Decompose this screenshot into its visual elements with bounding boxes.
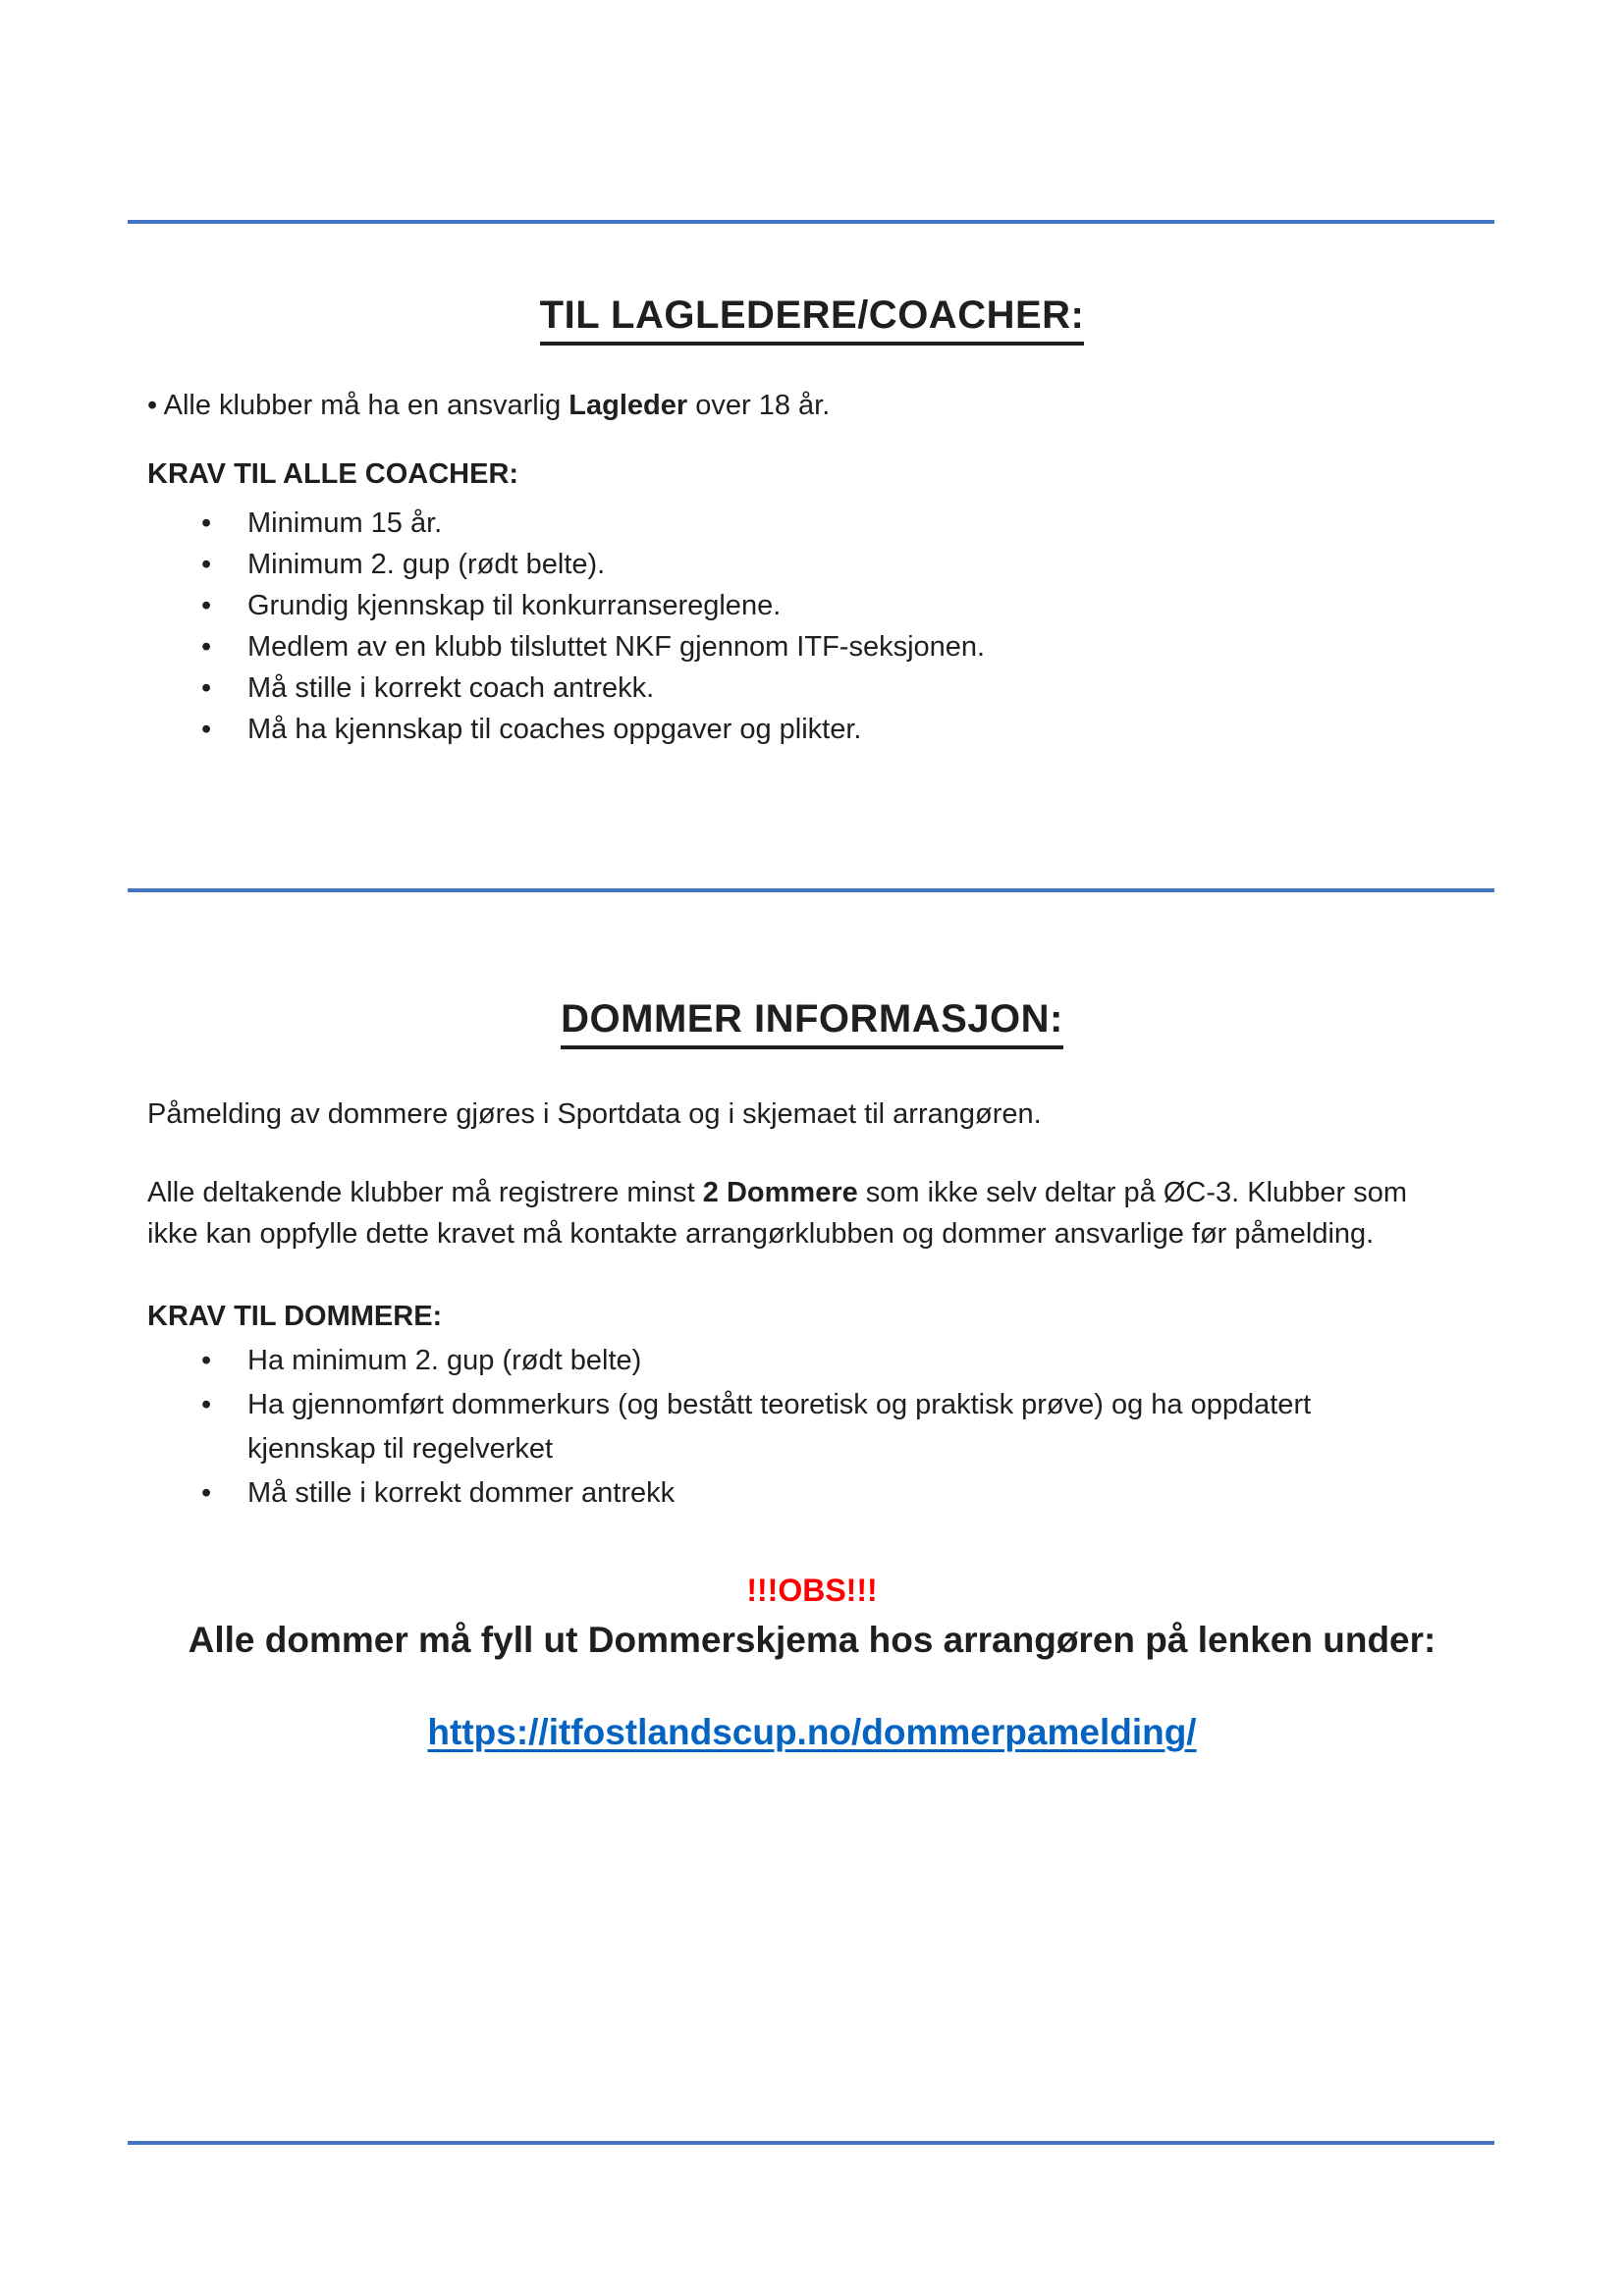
bullet-glyph: •: [147, 390, 158, 421]
obs-warning: !!!OBS!!!: [746, 1573, 878, 1608]
list-item-text: Ha gjennomført dommerkurs (og bestått teoretisk og praktisk prøve) og ha oppdatert: [247, 1389, 1312, 1420]
coach-intro-post: over 18 år.: [687, 390, 831, 421]
coach-section-title: [0, 292, 1624, 339]
referee-requirements-heading: KRAV TIL DOMMERE:: [147, 1301, 443, 1332]
coach-section-title-text: TIL LAGLEDERE/COACHER:: [540, 294, 1085, 346]
bullet-glyph: •: [201, 631, 212, 663]
referee-registration-link[interactable]: https://itfostlandscup.no/dommerpamelding/: [427, 1712, 1197, 1752]
coach-intro-pre: Alle klubber må ha en ansvarlig: [163, 390, 569, 421]
horizontal-rule-top: [128, 220, 1494, 224]
list-item-text-wrap: kjennskap til regelverket: [247, 1433, 554, 1465]
list-item-text: Medlem av en klubb tilsluttet NKF gjennom ITF-seksjonen.: [247, 631, 986, 663]
coach-intro-line: [147, 385, 830, 426]
bullet-glyph: •: [201, 549, 212, 580]
horizontal-rule-bottom: [128, 2141, 1494, 2145]
list-item: [201, 503, 985, 544]
bullet-glyph: •: [201, 1477, 212, 1509]
note-line1-bold: 2 Dommere: [702, 1177, 858, 1208]
referee-requirement-note: [147, 1172, 1407, 1255]
coach-intro-bold: Lagleder: [568, 390, 688, 421]
list-item-text: Må stille i korrekt coach antrekk.: [247, 672, 655, 704]
note-line1-pre: Alle deltakende klubber må registrere minst: [147, 1177, 703, 1208]
list-item: [201, 626, 985, 667]
referee-section-title-text: DOMMER INFORMASJON:: [561, 997, 1063, 1049]
referee-requirement-note-line1: [147, 1172, 1407, 1213]
list-item-text: Må stille i korrekt dommer antrekk: [247, 1477, 676, 1509]
list-item-text: Grundig kjennskap til konkurransereglene.: [247, 590, 782, 621]
referee-requirement-note-line2: ikke kan oppfylle dette kravet må kontakte arrangørklubben og dommer ansvarlige før påmelding.: [147, 1218, 1375, 1250]
bullet-glyph: •: [201, 1345, 212, 1376]
list-item-text: Minimum 15 år.: [247, 507, 443, 539]
coach-requirements-heading: KRAV TIL ALLE COACHER:: [147, 458, 519, 490]
referee-requirements-list: [201, 1339, 1311, 1516]
list-item: [201, 1339, 1311, 1383]
referee-form-instruction: Alle dommer må fyll ut Dommerskjema hos arrangøren på lenken under:: [188, 1620, 1436, 1660]
referee-section-title: [0, 995, 1624, 1042]
list-item: [201, 544, 985, 585]
bullet-glyph: •: [201, 1389, 212, 1420]
note-line1-post: som ikke selv deltar på ØC-3. Klubber som: [857, 1177, 1408, 1208]
bullet-glyph: •: [201, 714, 212, 745]
coach-requirements-list: [201, 503, 985, 750]
list-item: [201, 1383, 1311, 1471]
horizontal-rule-middle: [128, 888, 1494, 892]
bullet-glyph: •: [201, 507, 212, 539]
list-item: [201, 667, 985, 709]
bullet-glyph: •: [201, 590, 212, 621]
list-item-text: Må ha kjennskap til coaches oppgaver og plikter.: [247, 714, 862, 745]
list-item: [201, 1471, 1311, 1516]
referee-registration-note: Påmelding av dommere gjøres i Sportdata og i skjemaet til arrangøren.: [147, 1098, 1042, 1130]
list-item: [201, 709, 985, 750]
list-item: [201, 585, 985, 626]
list-item-text: Minimum 2. gup (rødt belte).: [247, 549, 606, 580]
bullet-glyph: •: [201, 672, 212, 704]
referee-link-row: [0, 1708, 1624, 1757]
list-item-text: Ha minimum 2. gup (rødt belte): [247, 1345, 642, 1376]
